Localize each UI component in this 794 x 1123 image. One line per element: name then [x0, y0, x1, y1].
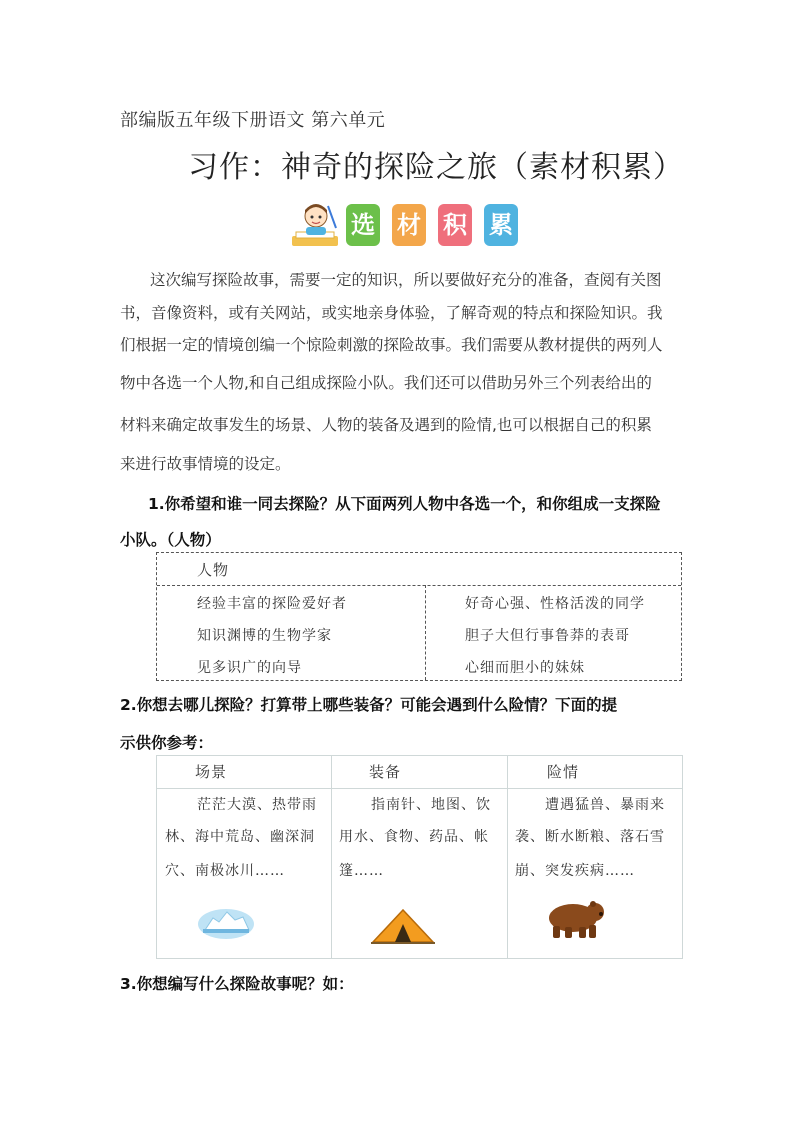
danger-text: 遭遇猛兽、暴雨来 [545, 797, 665, 813]
bear-icon [543, 894, 609, 940]
character-option: 胆子大但行事鲁莽的表哥 [465, 628, 630, 644]
scene-equipment-danger-table [156, 755, 683, 959]
tent-icon [369, 906, 437, 946]
danger-text: 袭、断水断粮、落石雪 [515, 829, 665, 845]
characters-header-label: 人物 [197, 561, 230, 579]
student-writing-icon [288, 198, 344, 254]
chip-cai: 材 [392, 204, 426, 246]
header-scene: 场景 [195, 763, 228, 781]
equipment-text: 篷…… [339, 863, 384, 879]
section-banner [288, 198, 528, 254]
header-equipment: 装备 [369, 763, 402, 781]
iceberg-icon [197, 904, 255, 944]
intro-line: 书，音像资料，或有关网站，或实地亲身体验，了解奇观的特点和探险知识。我 [120, 304, 663, 322]
intro-line: 们根据一定的情境创编一个惊险刺激的探险故事。我们需要从教材提供的两列人 [120, 336, 663, 354]
chip-lei: 累 [484, 204, 518, 246]
equipment-text: 指南针、地图、饮 [371, 797, 491, 813]
column-divider [425, 585, 426, 680]
header-danger: 险情 [547, 763, 580, 781]
question-1: 1.你希望和谁一同去探险？从下面两列人物中各选一个，和你组成一支探险 [148, 495, 661, 513]
page-title: 习作：神奇的探险之旅（素材积累） [188, 150, 684, 185]
unit-subtitle: 部编版五年级下册语文 第六单元 [120, 110, 386, 131]
character-option: 心细而胆小的妹妹 [465, 660, 585, 676]
character-option: 知识渊博的生物学家 [197, 628, 332, 644]
question-3: 3.你想编写什么探险故事呢？如： [120, 975, 354, 993]
characters-table-header [157, 553, 681, 586]
intro-line: 物中各选一个人物,和自己组成探险小队。我们还可以借助另外三个列表给出的 [120, 374, 652, 392]
character-option: 经验丰富的探险爱好者 [197, 596, 347, 612]
equipment-text: 用水、食物、药品、帐 [339, 829, 489, 845]
chip-xuan: 选 [346, 204, 380, 246]
scene-text: 穴、南极冰川…… [165, 863, 285, 879]
scene-text: 林、海中荒岛、幽深洞 [165, 829, 315, 845]
chip-ji: 积 [438, 204, 472, 246]
question-2-cont: 示供你参考： [120, 734, 214, 752]
intro-line: 这次编写探险故事，需要一定的知识，所以要做好充分的准备，查阅有关图 [150, 271, 662, 289]
column-divider [331, 756, 332, 958]
scene-text: 茫茫大漠、热带雨 [197, 797, 317, 813]
character-option: 好奇心强、性格活泼的同学 [465, 596, 645, 612]
character-option: 见多识广的向导 [197, 660, 302, 676]
column-divider [507, 756, 508, 958]
question-2: 2.你想去哪儿探险？打算带上哪些装备？可能会遇到什么险情？下面的提 [120, 696, 618, 714]
danger-text: 崩、突发疾病…… [515, 863, 635, 879]
intro-line: 材料来确定故事发生的场景、人物的装备及遇到的险情,也可以根据自己的积累 [120, 416, 652, 434]
intro-line: 来进行故事情境的设定。 [120, 455, 291, 473]
question-1-cont: 小队。（人物） [120, 531, 221, 549]
characters-table [156, 552, 682, 681]
